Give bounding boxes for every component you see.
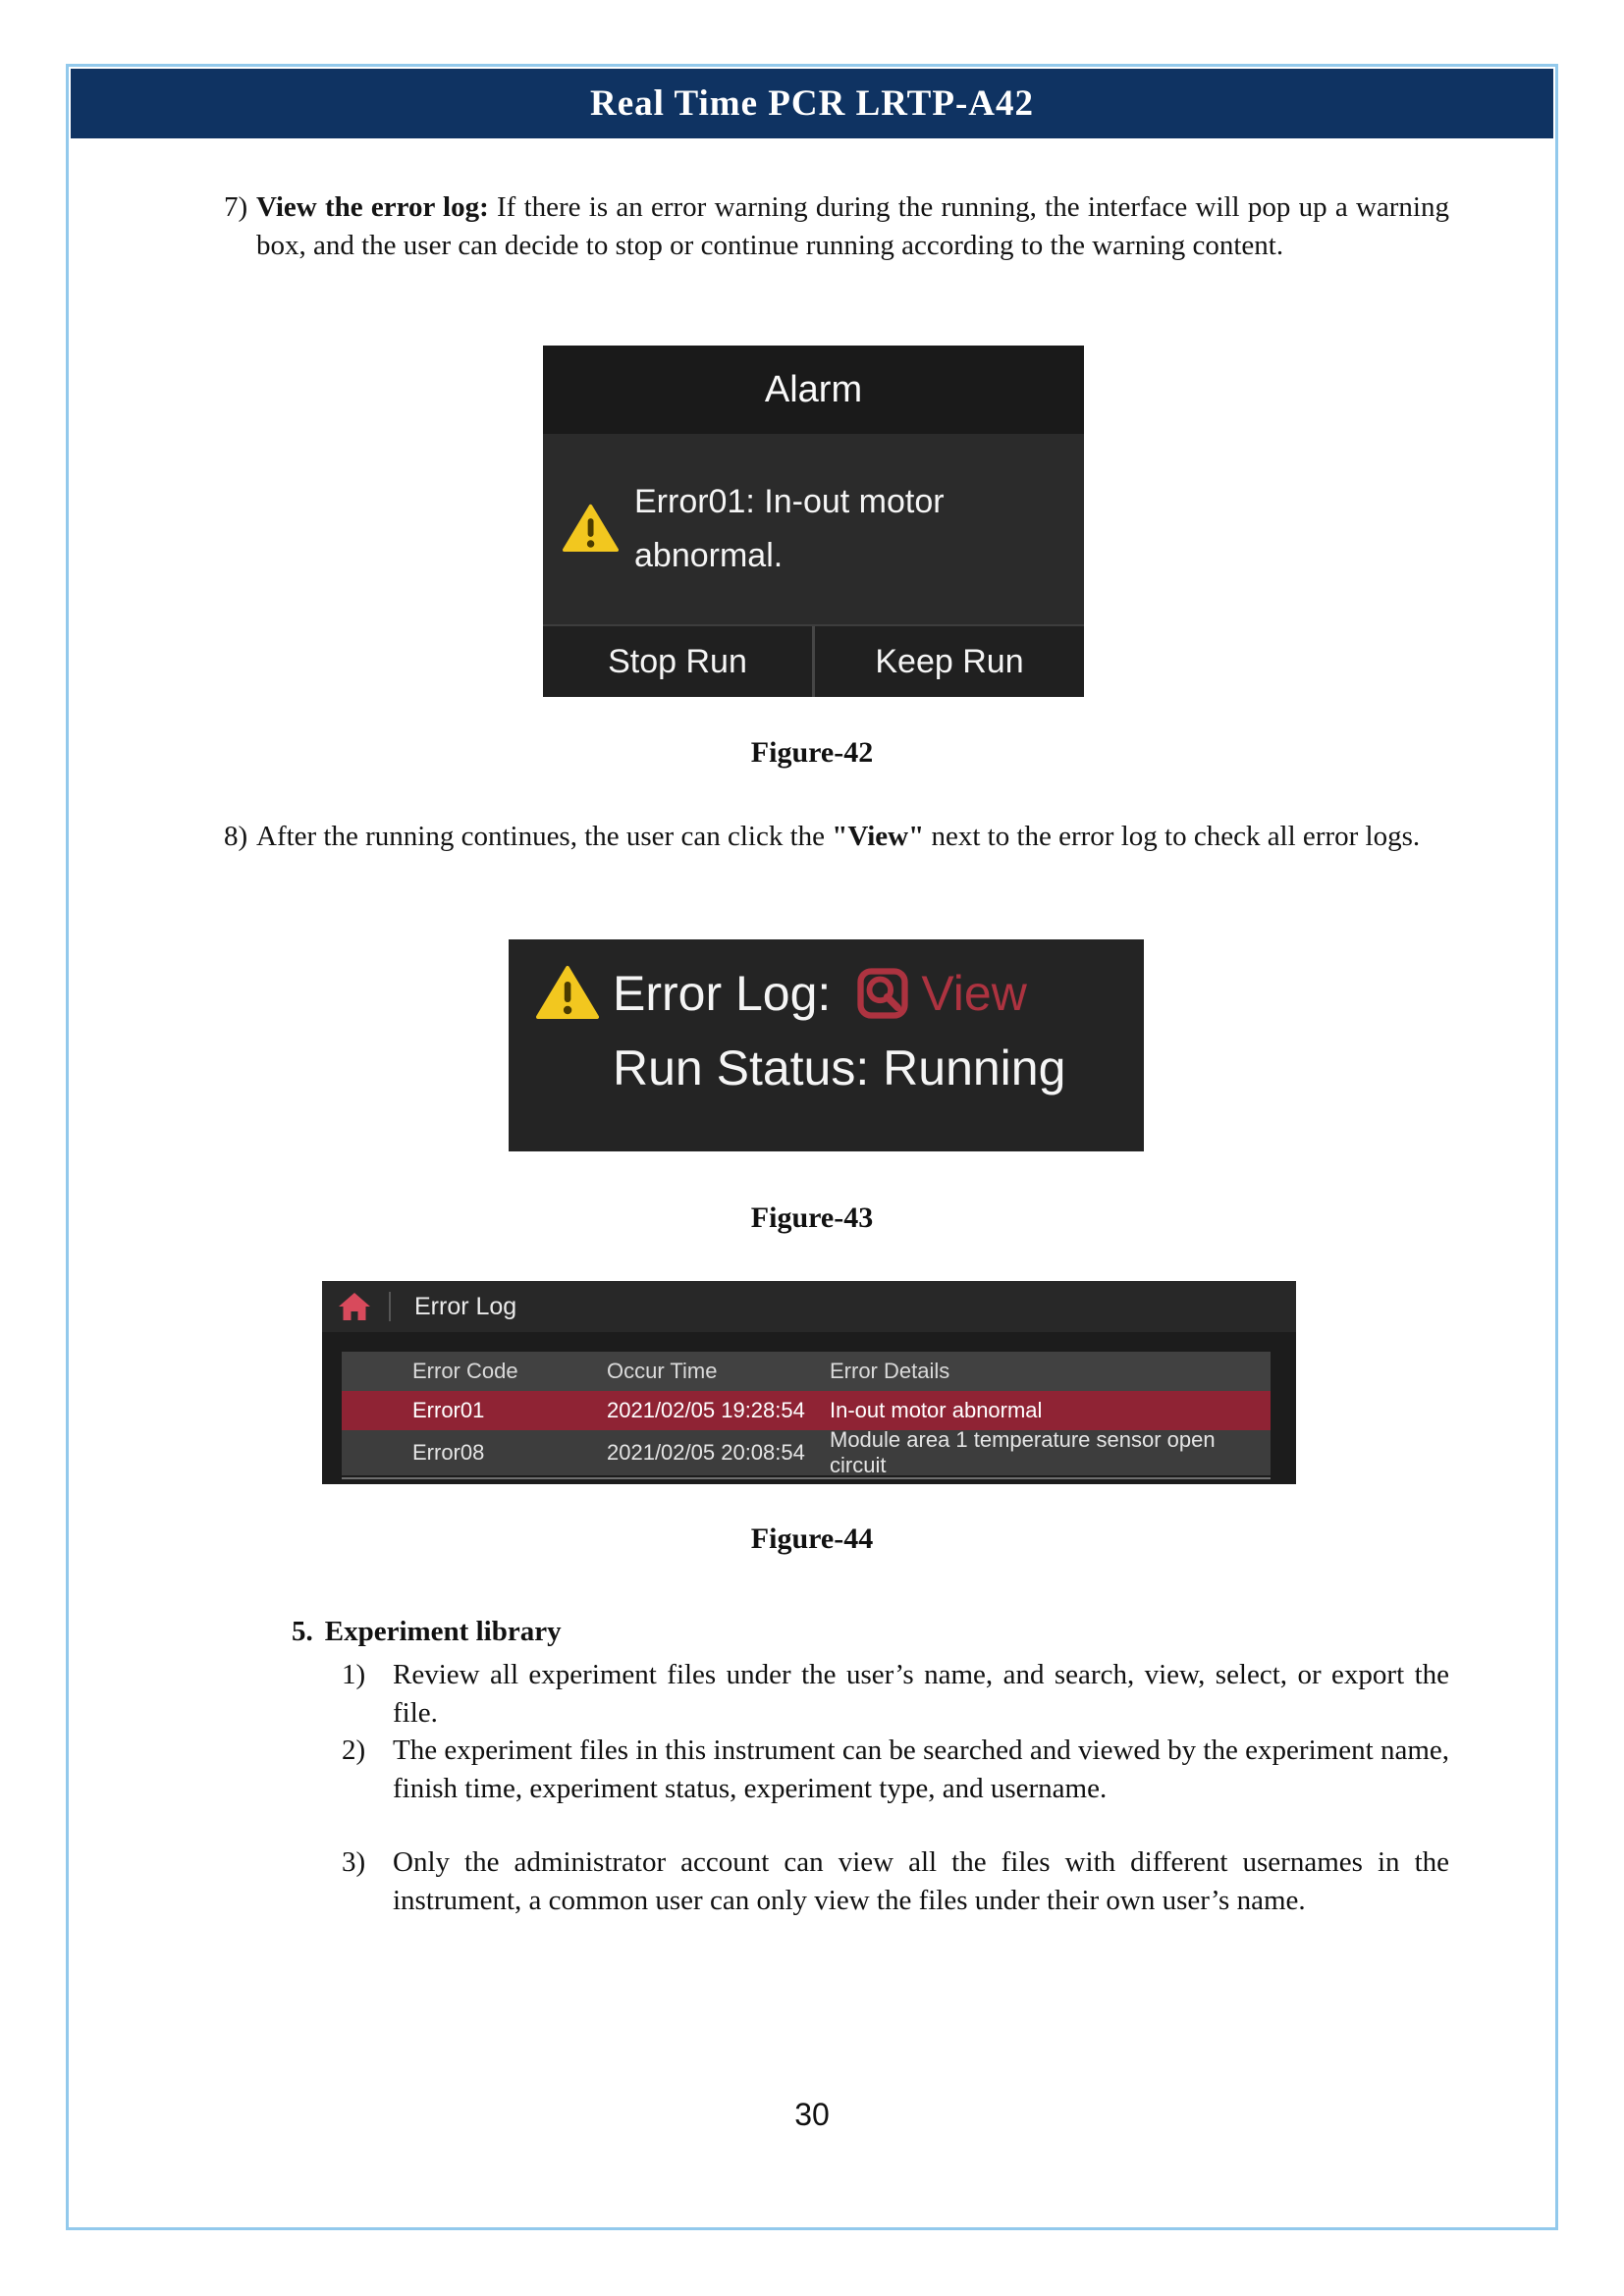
error-details-cell: Module area 1 temperature sensor open circuit bbox=[830, 1427, 1216, 1477]
column-header-error-details: Error Details bbox=[830, 1359, 950, 1383]
error-code-cell: Error01 bbox=[412, 1398, 485, 1422]
alarm-dialog-title: Alarm bbox=[764, 368, 863, 410]
table-header-row bbox=[342, 1352, 1271, 1391]
figure-42-caption: Figure-42 bbox=[750, 736, 874, 769]
list-item-number: 3) bbox=[342, 1846, 366, 1878]
error-log-banner-line1 bbox=[536, 965, 1144, 1022]
section-5-heading bbox=[292, 1613, 562, 1651]
section5-item-2 bbox=[342, 1732, 1449, 1808]
warning-triangle-icon bbox=[536, 965, 599, 1022]
view-magnifier-icon bbox=[856, 967, 909, 1020]
section5-item-1 bbox=[342, 1656, 1449, 1733]
list-item-number: 1) bbox=[342, 1659, 366, 1690]
list-item-8 bbox=[224, 818, 1451, 856]
error-log-label: Error Log: bbox=[613, 966, 832, 1021]
list-item-7 bbox=[224, 188, 1451, 265]
list-item-text: Review all experiment files under the user’s name, and search, view, select, or export the file. bbox=[393, 1659, 1449, 1729]
list-item-text bbox=[256, 818, 1449, 856]
item8-view-bold: "View" bbox=[832, 821, 925, 852]
figure-43-caption: Figure-43 bbox=[750, 1201, 874, 1234]
list-item-number: 2) bbox=[342, 1735, 366, 1766]
column-header-occur-time: Occur Time bbox=[607, 1359, 718, 1383]
page-number: 30 bbox=[794, 2097, 830, 2132]
manual-title: Real Time PCR LRTP-A42 bbox=[590, 83, 1034, 124]
occur-time-cell: 2021/02/05 19:28:54 bbox=[607, 1398, 805, 1422]
item7-lead-bold: View the error log: bbox=[256, 191, 489, 223]
home-icon bbox=[338, 1292, 371, 1321]
error-log-banner bbox=[509, 939, 1144, 1151]
view-button[interactable] bbox=[856, 965, 1026, 1022]
error-log-screen-topbar bbox=[322, 1281, 1296, 1332]
stop-run-button[interactable]: Stop Run bbox=[608, 642, 747, 680]
error-details-cell: In-out motor abnormal bbox=[830, 1398, 1043, 1422]
manual-header bbox=[71, 69, 1553, 138]
item7-body-text: If there is an error warning during the running, the interface will pop up a warning box, and the user can decide to stop or continue running according to the warning content. bbox=[256, 191, 1449, 261]
table-bottom-divider bbox=[342, 1477, 1271, 1479]
section-title: Experiment library bbox=[324, 1616, 562, 1647]
error-code-cell: Error08 bbox=[412, 1440, 485, 1465]
alarm-dialog-titlebar bbox=[543, 346, 1084, 434]
section-number: 5. bbox=[292, 1616, 313, 1647]
view-label: View bbox=[921, 966, 1027, 1021]
column-header-error-code: Error Code bbox=[412, 1359, 518, 1383]
error-log-screen bbox=[322, 1281, 1296, 1484]
screen-title: Error Log bbox=[414, 1292, 517, 1320]
alarm-dialog-body bbox=[543, 434, 1084, 624]
table-row[interactable] bbox=[342, 1427, 1271, 1477]
list-item-text: The experiment files in this instrument can be searched and viewed by the experiment name, finish time, experiment status, experiment type, and username. bbox=[393, 1735, 1449, 1804]
alarm-dialog-buttons bbox=[543, 624, 1084, 697]
list-item-number: 8) bbox=[224, 821, 248, 852]
section5-item-3 bbox=[342, 1843, 1449, 1920]
alarm-dialog bbox=[543, 346, 1084, 697]
list-item-text bbox=[256, 188, 1449, 265]
warning-triangle-icon bbox=[563, 504, 619, 555]
item8-pre-text: After the running continues, the user can click the bbox=[256, 821, 833, 852]
topbar-divider bbox=[389, 1292, 391, 1321]
run-status-label: Run Status: Running bbox=[613, 1041, 1066, 1095]
error-log-table bbox=[342, 1352, 1271, 1479]
figure-44-caption: Figure-44 bbox=[750, 1522, 874, 1555]
keep-run-button[interactable]: Keep Run bbox=[812, 626, 1084, 697]
item8-post-text: next to the error log to check all error logs. bbox=[924, 821, 1421, 852]
list-item-number: 7) bbox=[224, 191, 248, 223]
table-row-selected[interactable] bbox=[342, 1391, 1271, 1430]
home-button[interactable] bbox=[338, 1290, 371, 1323]
list-item-text: Only the administrator account can view all the files with different usernames in the instrument, a common user can only view the files under their own user’s name. bbox=[393, 1846, 1449, 1916]
alarm-message: Error01: In-out motor abnormal. bbox=[634, 483, 945, 574]
occur-time-cell: 2021/02/05 20:08:54 bbox=[607, 1440, 805, 1465]
